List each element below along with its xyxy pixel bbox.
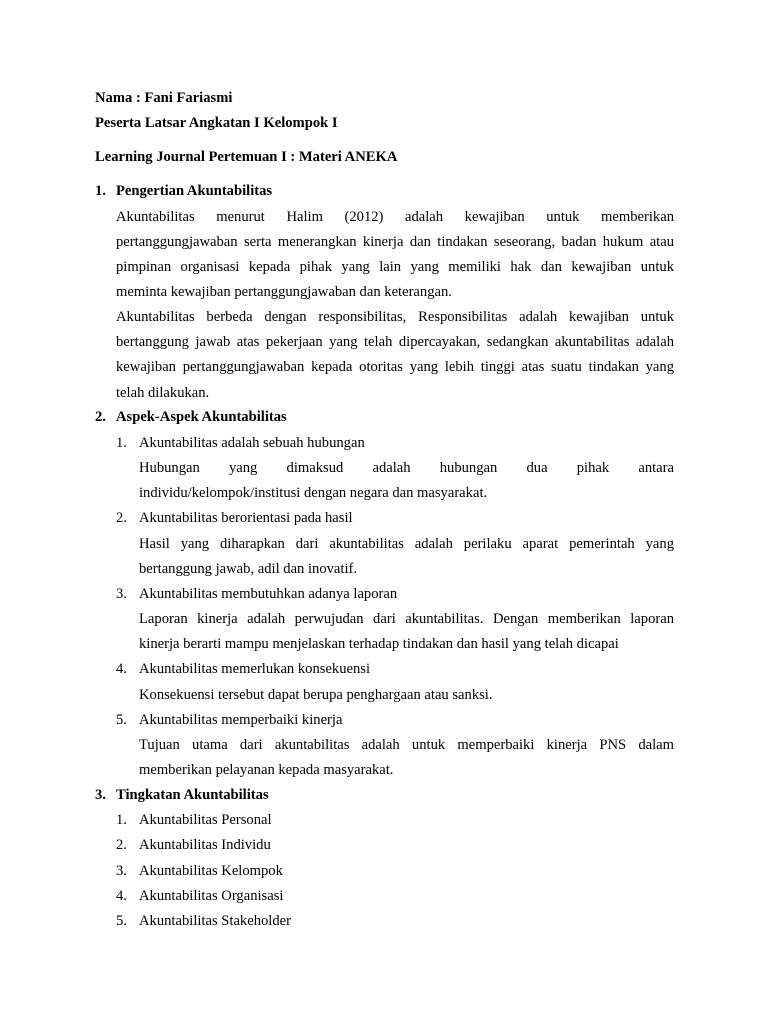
aspect-item-text: Hubungan yang dimaksud adalah hubungan dua pihak antara [139,460,674,476]
aspect-item-number: 4. [116,661,127,677]
level-item-number: 2. [116,837,127,853]
aspect-item-text: memberikan pelayanan kepada masyarakat. [139,762,394,778]
aspect-item-title: Akuntabilitas memerlukan konsekuensi [139,661,371,677]
level-item-number: 1. [116,812,127,828]
section-1-para1-line: pimpinan organisasi kepada pihak yang lain yang memiliki hak dan kewajiban untuk [116,259,674,275]
aspect-item-text: Laporan kinerja adalah perwujudan dari akuntabilitas. Dengan memberikan laporan [139,611,674,627]
section-1-para1-line: pertanggungjawaban serta menerangkan kinerja dan tindakan seseorang, badan hukum atau [116,234,674,250]
level-item-number: 5. [116,913,127,929]
section-3-number: 3. [95,787,106,803]
aspect-item-number: 2. [116,510,127,526]
level-item-label: Akuntabilitas Kelompok [139,863,283,879]
author-name-line: Nama : Fani Fariasmi [95,90,233,106]
aspect-item-number: 5. [116,712,127,728]
aspect-item-title: Akuntabilitas memperbaiki kinerja [139,712,343,728]
level-item-label: Akuntabilitas Personal [139,812,272,828]
section-1-para2-line: Akuntabilitas berbeda dengan responsibilitas, Responsibilitas adalah kewajiban untuk [116,309,674,325]
section-1-para2-line: bertanggung jawab atas pekerjaan yang telah dipercayakan, sedangkan akuntabilitas adalah [116,334,674,350]
aspect-item-text: Konsekuensi tersebut dapat berupa penghargaan atau sanksi. [139,687,493,703]
aspect-item-text: bertanggung jawab, adil dan inovatif. [139,561,358,577]
journal-title-line: Learning Journal Pertemuan I : Materi ANEKA [95,149,398,165]
section-1-title: Pengertian Akuntabilitas [116,183,273,199]
section-1-para1-line: meminta kewajiban pertanggungjawaban dan keterangan. [116,284,452,300]
level-item-number: 4. [116,888,127,904]
aspect-item-title: Akuntabilitas adalah sebuah hubungan [139,435,365,451]
level-item-number: 3. [116,863,127,879]
aspect-item-title: Akuntabilitas berorientasi pada hasil [139,510,353,526]
level-item-label: Akuntabilitas Organisasi [139,888,284,904]
level-item-label: Akuntabilitas Individu [139,837,271,853]
level-item-label: Akuntabilitas Stakeholder [139,913,291,929]
section-1-number: 1. [95,183,106,199]
aspect-item-text: Hasil yang diharapkan dari akuntabilitas adalah perilaku aparat pemerintah yang [139,536,674,552]
participant-line: Peserta Latsar Angkatan I Kelompok I [95,115,338,131]
section-1-para1-line: Akuntabilitas menurut Halim (2012) adalah kewajiban untuk memberikan [116,209,674,225]
aspect-item-title: Akuntabilitas membutuhkan adanya laporan [139,586,398,602]
section-2-number: 2. [95,409,106,425]
aspect-item-text: Tujuan utama dari akuntabilitas adalah untuk memperbaiki kinerja PNS dalam [139,737,674,753]
section-1-para2-line: telah dilakukan. [116,385,210,401]
section-1-para2-line: kewajiban pertanggungjawaban kepada otoritas yang lebih tinggi atas suatu tindakan yang [116,359,674,375]
aspect-item-text: individu/kelompok/institusi dengan negara dan masyarakat. [139,485,488,501]
aspect-item-number: 1. [116,435,127,451]
aspect-item-text: kinerja berarti mampu menjelaskan terhadap tindakan dan hasil yang telah dicapai [139,636,619,652]
section-3-title: Tingkatan Akuntabilitas [116,787,269,803]
aspect-item-number: 3. [116,586,127,602]
section-2-title: Aspek-Aspek Akuntabilitas [116,409,287,425]
